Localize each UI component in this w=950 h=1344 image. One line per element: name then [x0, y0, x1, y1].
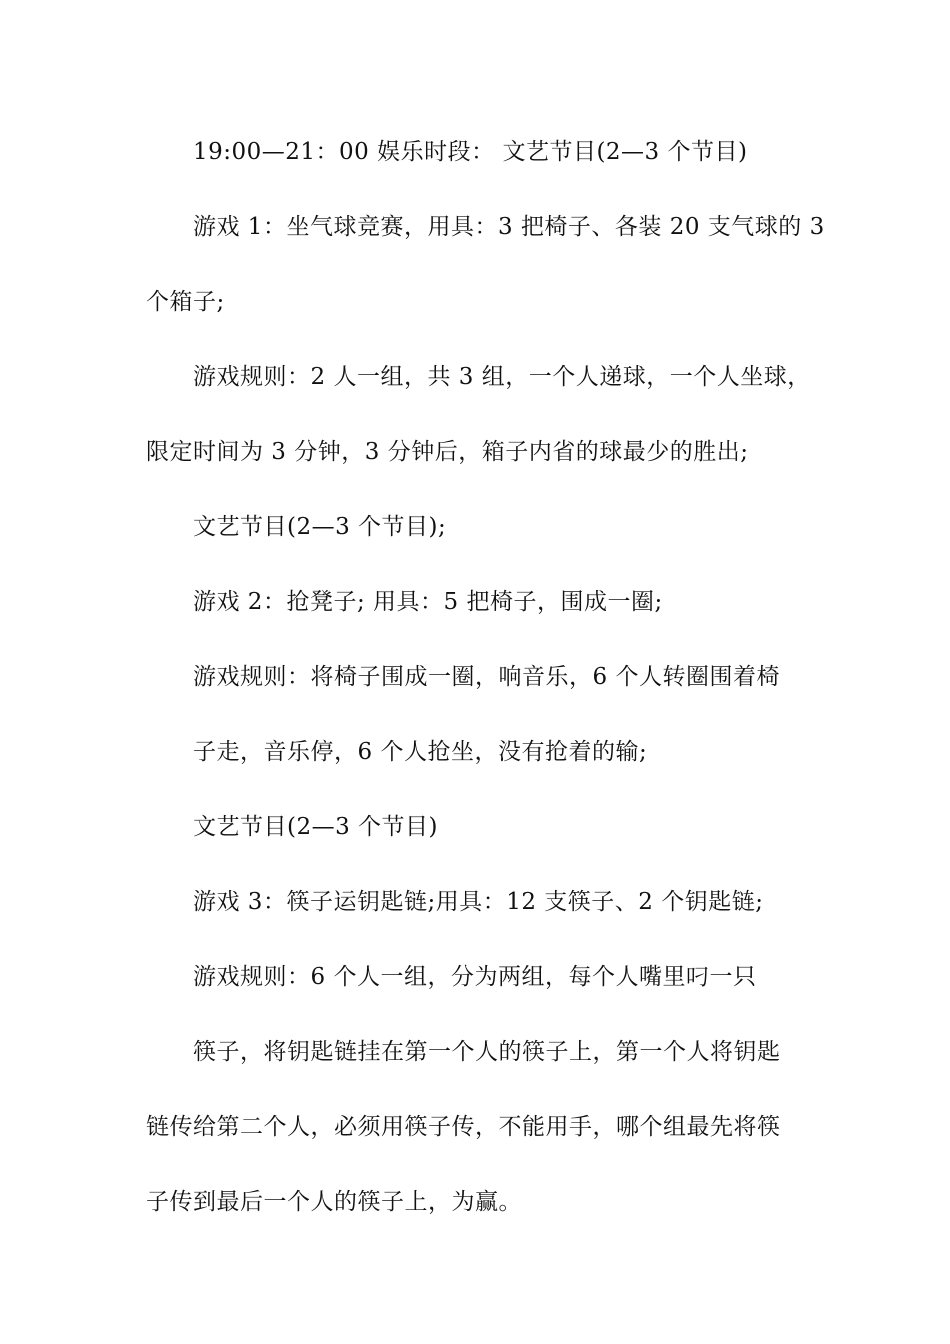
performance-line-1: 文艺节目(2—3 个节目); — [193, 514, 447, 540]
schedule-line: 19:00—21：00 娱乐时段： 文艺节目(2—3 个节目) — [193, 139, 748, 165]
game2-rules-line: 游戏规则：将椅子围成一圈，响音乐，6 个人转圈围着椅 — [193, 664, 780, 690]
game3-rules-line: 游戏规则：6 个人一组，分为两组，每个人嘴里叼一只 — [193, 964, 757, 990]
game3-rules-line-3: 链传给第二个人，必须用筷子传，不能用手，哪个组最先将筷 — [146, 1114, 781, 1140]
game1-line: 游戏 1：坐气球竞赛，用具：3 把椅子、各装 20 支气球的 3 — [193, 214, 825, 240]
game2-line: 游戏 2：抢凳子; 用具：5 把椅子，围成一圈; — [193, 589, 663, 615]
game3-line: 游戏 3：筷子运钥匙链;用具：12 支筷子、2 个钥匙链; — [193, 889, 764, 915]
game1-rules-line-cont: 限定时间为 3 分钟，3 分钟后，箱子内省的球最少的胜出; — [146, 439, 749, 465]
game3-rules-line-4: 子传到最后一个人的筷子上，为赢。 — [146, 1189, 522, 1215]
game2-rules-line-cont: 子走，音乐停，6 个人抢坐，没有抢着的输; — [193, 739, 648, 765]
performance-line-2: 文艺节目(2—3 个节目) — [193, 814, 439, 840]
game1-line-cont: 个箱子; — [146, 289, 225, 315]
game3-rules-line-2: 筷子，将钥匙链挂在第一个人的筷子上，第一个人将钥匙 — [193, 1039, 781, 1065]
game1-rules-line: 游戏规则：2 人一组，共 3 组，一个人递球，一个人坐球， — [193, 364, 811, 390]
